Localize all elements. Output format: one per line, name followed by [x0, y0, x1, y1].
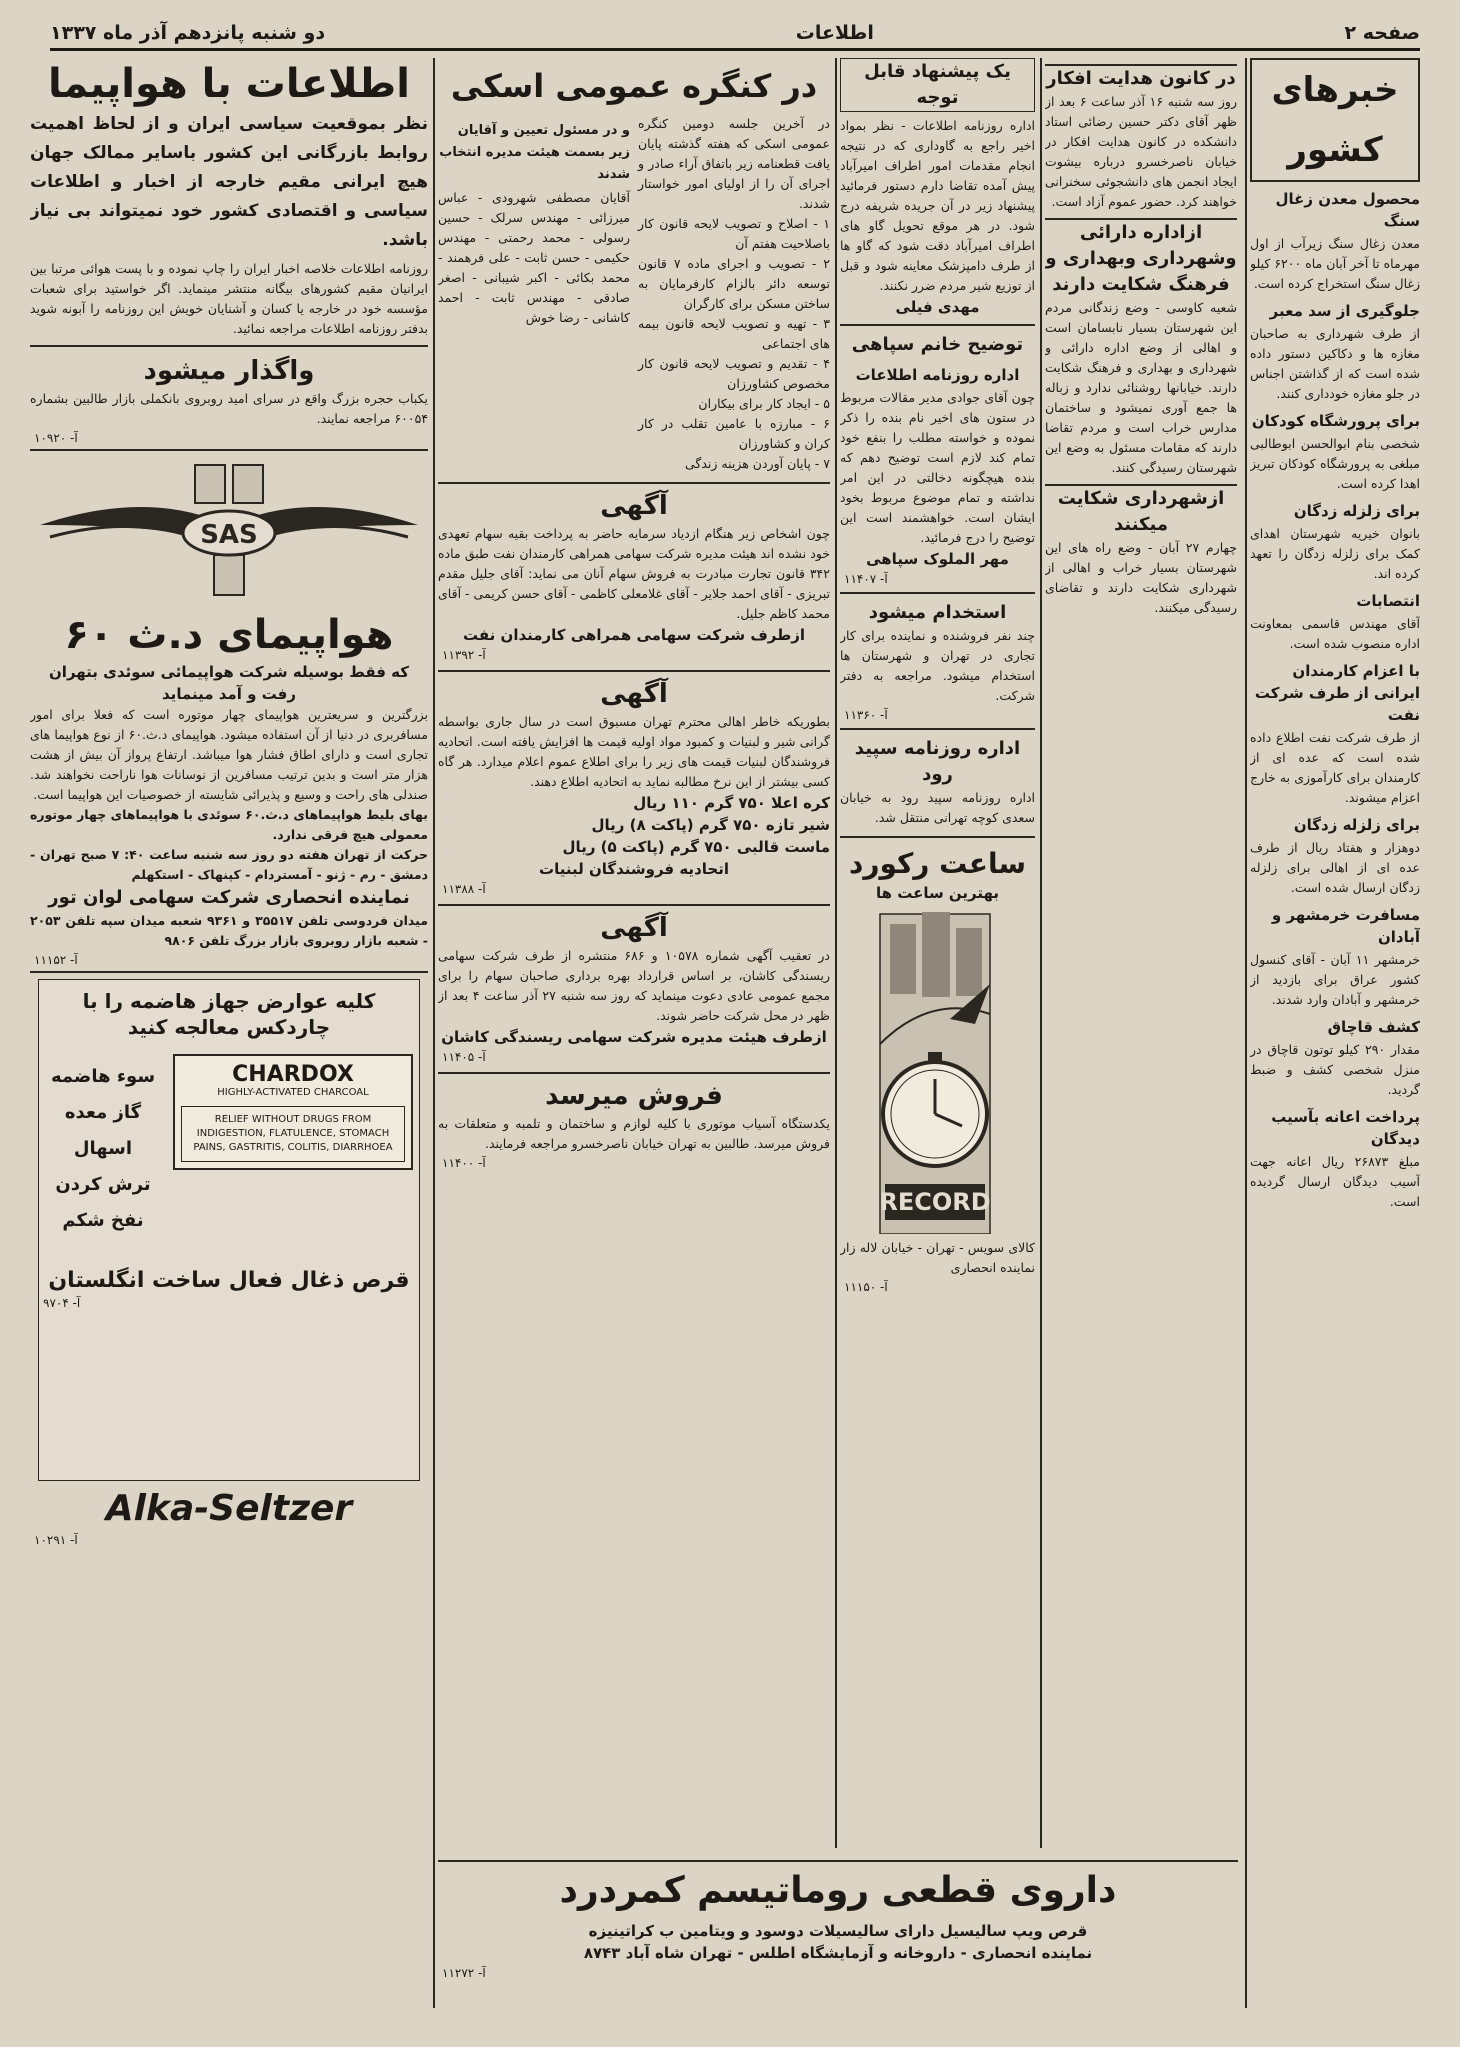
news-item-title: برای زلزله زدگان [1293, 502, 1420, 520]
rheumatism-ad [438, 1860, 1238, 2002]
c2-section-title: در کانون هدایت افکار [1045, 64, 1237, 92]
c4-ad-code: آ- ۱۱۳۹۲ [442, 648, 486, 662]
c4-ad-code: آ- ۱۱۳۸۸ [442, 882, 486, 896]
c2-section-body: روز سه شنبه ۱۶ آذر ساعت ۶ بعد از ظهر آقای دکتر حسین رضائی استاد دانشکده در کانون هدایت افکار در خیابان ناصرخسرو درباره بیشوت ایجاد انجمن های دانشجوئی سخنرانی خواهند کرد. حضور عموم آزاد است. [1045, 94, 1237, 209]
c4-ad-title: فروش میرسد [545, 1081, 723, 1111]
news-item-title: محصول معدن زغال سنگ [1275, 190, 1420, 230]
masthead [50, 18, 1420, 51]
column-rule [1040, 58, 1042, 1848]
ski-point: ۶ - مبارزه با عامین تقلب در کار کران و کشاورزان [638, 416, 830, 451]
rheumatism-title: داروی قطعی روماتیسم کمردرد [559, 1870, 1117, 1911]
rheumatism-line1: قرص ویپ سالیسیل دارای سالیسیلات دوسود و ویتامین ب کراتینیزه [588, 1922, 1088, 1940]
record-footer: کالای سویس - تهران - خیابان لاله زار نماینده انحصاری [840, 1240, 1035, 1275]
c4-ads [438, 482, 830, 1170]
chardox-code: آ- ۹۷۰۴ [43, 1296, 81, 1310]
chardox-box-sub: HIGHLY-ACTIVATED CHARCOAL [217, 1087, 369, 1098]
col-left-ads [30, 58, 428, 2008]
paper-name: اطلاعات [795, 22, 874, 44]
dc6-body2: بهای بلیط هواپیماهای د.ث.۶۰ سوئدی با هواپیماهای چهار موتوره معمولی هیچ فرقی ندارد. [30, 807, 428, 842]
ski-elected-list: آقایان مصطفی شهرودی - عباس میرزائی - مهندس سرلک - حسین رسولی - محمد رحمتی - مهندس حکیمی - حسن ثابت - علی فرهمند - محمد بکائی - اکبر شیبانی - اصغر صادقی - مهندس ثابت - احمد کاشانی - رضا خوش [438, 190, 630, 325]
news-item-title: انتصابات [1356, 592, 1420, 610]
c4-ad-sign: اتحادیه فروشندگان لبنیات [539, 860, 729, 878]
c4-ad [438, 1072, 830, 1170]
record-code: آ- ۱۱۱۵۰ [844, 1280, 888, 1294]
ski-point: ۲ - تصویب و اجرای ماده ۷ قانون توسعه دائر بالزام کارفرمایان به ساختن مسکن برای کارگران [638, 256, 830, 311]
chardox-indication: ترش کردن [55, 1174, 151, 1195]
c4-ad-code: آ- ۱۱۴۰۰ [442, 1156, 486, 1170]
c2-section-body: چهارم ۲۷ آبان - وضع راه های این شهرستان بسیار خراب و اهالی از شهرداری شکایت دارند و تقاضای رسیدگی میکنند. [1045, 540, 1237, 615]
clarification-sign: مهر الملوک سپاهی [866, 550, 1009, 568]
chardox-box-name: CHARDOX [232, 1062, 354, 1087]
ski-point: ۴ - تقدیم و تصویب لایحه قانون کار مخصوص کشاورزان [638, 356, 830, 391]
ski-point: ۵ - ایجاد کار برای بیکاران [698, 396, 830, 411]
clarification-code: آ- ۱۱۴۰۷ [844, 572, 888, 586]
record-watch-illustration [840, 904, 1035, 1234]
c4-ad-title: آگهی [600, 913, 668, 943]
news-item-title: پرداخت اعانه بآسیب دیدگان [1271, 1108, 1420, 1148]
dc6-address: میدان فردوسی تلفن ۳۵۵۱۷ و ۹۳۶۱ شعبه میدان سپه تلفن ۲۰۵۳ - شعبه بازار روبروی بازار بزرگ تلفن ۹۸۰۶ [30, 913, 428, 948]
record-watch-title: ساعت رکورد [848, 847, 1026, 880]
c2-section-title: ازشهرداری شکایت میکنند [1045, 484, 1237, 538]
chardox-indication: اسهال [73, 1138, 133, 1159]
ski-point: ۱ - اصلاح و تصویب لایحه قانون کار باصلاحیت هفتم آن [638, 216, 830, 251]
column-rule [1245, 58, 1247, 2008]
c4-ad [438, 670, 830, 896]
clarification-sub: اداره روزنامه اطلاعات [855, 366, 1020, 384]
clarification-title: توضیح خانم سپاهی [851, 334, 1024, 355]
hiring-body: چند نفر فروشنده و نماینده برای کار تجاری در تهران و شهرستان ها استخدام میشود. مراجعه به دفتر شرکت. [840, 628, 1035, 703]
c4-ad-body: در تعقیب آگهی شماره ۱۰۵۷۸ و ۶۸۶ منتشره از طرف شرکت سهامی ریسندگی کاشان، بر اساس قرارداد بهره برداری صاحبان سهام را برای مجمع عمومی عادی دعوت مینماید که روز سه شنبه ۲۷ آذر ساعت ۴ بعد از ظهر در محل شرکت حاضر شوند. [438, 948, 830, 1023]
news-item-body: معدن زغال سنگ زیرآب از اول مهرماه تا آخر آبان ماه ۶۲۰۰ کیلو زغال سنگ استخراج کرده است. [1250, 236, 1420, 291]
issue-date: دو شنبه پانزدهم آذر ماه ۱۳۳۷ [50, 22, 326, 44]
news-item-title: برای پرورشگاه کودکان [1251, 412, 1420, 430]
c4-ad-body: بطوریکه خاطر اهالی محترم تهران مسبوق است در سال جاری بواسطه گرانی شیر و لبنیات و کمبود مواد اولیه قیمت ها افزایش یافته است. اتحادیه فروشندگان لبنیات قیمت های زیر را برای اطلاع عموم اعلام میدارد. هر گاه کسی بیشتر از این نرخ مطالبه نماید به اتحادیه اطلاع دهند. [438, 714, 830, 789]
price-line: کره اعلا ۷۵۰ گرم ۱۱۰ ریال [633, 794, 830, 812]
ski-elected-title: و در مسئول تعیین و آقایان زیر بسمت هیئت مدیره انتخاب شدند [439, 123, 630, 182]
chardox-indications [39, 1048, 167, 1250]
alka-seltzer-logo: Alka-Seltzer [105, 1488, 353, 1529]
c4-ad [438, 904, 830, 1064]
country-news-header: خبرهای کشور [1250, 58, 1420, 182]
price-line: ماست قالبی ۷۵۰ گرم (پاکت ۵) ریال [562, 838, 830, 856]
chardox-ad [38, 979, 420, 1481]
c2-section-title: ازاداره دارائی وشهرداری وبهداری و فرهنگ شکایت دارند [1045, 218, 1237, 298]
c2-sections [1045, 64, 1237, 618]
news-item-body: خرمشهر ۱۱ آبان - آقای کنسول کشور عراق برای بازدید از خرمشهر و آبادان وارد شدند. [1250, 952, 1420, 1007]
proposal-body: اداره روزنامه اطلاعات - نظر بمواد اخیر راجع به گاوداری که در نتیجه انجام مقدمات امور اطراف امیرآباد پیش آمده تقاضا دارم دستور فرمائید پیشنهاد زیر در آن جریده شریفه درج شود. در هر موقع تحویل گاو های اطراف امیرآباد دقت شود که گاو ها از طرف دامپزشک معاینه شود و قبل از توزیع شیر مردم ضرر نکنند. [840, 118, 1035, 293]
c4-ad-body: چون اشخاص زیر هنگام ازدیاد سرمایه حاضر به پرداخت بقیه سهام تعهدی خود نشده اند هیئت مدیره شرکت سهامی همراهی کارمندان نفت طبق ماده ۳۴۲ قانون تجارت مبادرت به فروش سهام آنان می نماید: آقای جلیل مقدم تبریزی - آقای احمد جلایر - آقای غلامعلی کاظمی - آقای حسن کریمی - آقای محمد کاظم جلیل. [438, 526, 830, 621]
rheumatism-line2: نماینده انحصاری - داروخانه و آزمایشگاه اطلس - تهران شاه آباد ۸۷۴۳ [583, 1944, 1093, 1962]
lease-code: آ- ۱۰۹۲۰ [34, 431, 78, 445]
c4-ad-title: آگهی [600, 679, 668, 709]
chardox-box-label: RELIEF WITHOUT DRUGS FROM INDIGESTION, FLATULENCE, STOMACH PAINS, GASTRITIS, COLITIS, DIARRHOEA [181, 1106, 405, 1162]
news-item-body: شخصی بنام ابوالحسن ابوطالبی مبلغی به پرورشگاه کودکان تبریز اهدا کرده است. [1250, 436, 1420, 491]
col-fourth [438, 58, 830, 1848]
dc6-sub: که فقط بوسیله شرکت هواپیمائی سوئدی بتهران رفت و آمد مینماید [49, 663, 409, 703]
alka-code: آ- ۱۰۲۹۱ [34, 1533, 78, 1547]
proposal-title: یک پیشنهاد قابل توجه [840, 58, 1035, 112]
dc6-route: حرکت از تهران هفته دو روز سه شنبه ساعت ۴۰: ۷ صبح تهران - دمشق - رم - ژنو - آمستردام - کپنهاک - استکهلم [30, 847, 428, 882]
airmail-head: اطلاعات با هواپیما [48, 61, 410, 107]
lease-body: یکباب حجره بزرگ واقع در سرای امید روبروی بانکملی بازار طالبین بشماره ۶۰۰۵۴ مراجعه نمایند. [30, 391, 428, 426]
c4-ad-sign: ازطرف شرکت سهامی همراهی کارمندان نفت [462, 626, 806, 644]
c4-ad-sign: ازطرف هیئت مدیره شرکت سهامی ریسندگی کاشان [441, 1028, 827, 1046]
proposal-sign: مهدی فیلی [895, 298, 980, 316]
dc6-agent: نماینده انحصاری شرکت سهامی لوان تور [48, 887, 410, 908]
news-item-body: بانوان خیریه شهرستان اهدای کمک برای زلزله زدگان را تعهد کرده اند. [1250, 526, 1420, 581]
clarification-body: چون آقای جوادی مدیر مقالات مربوط در ستون های اخیر نام بنده را ذکر نموده و خواسته مطلب را بنفع خود تمام کند لازم است توضیح دهم که بنده هیچگونه دخالتی در این امر نداشته و تمام موضوع مربوط بخود ایشان است. خواهشمند است این توضیح را درج فرمائید. [840, 390, 1035, 545]
chardox-indication: نفخ شکم [62, 1210, 144, 1231]
news-item-title: با اعزام کارمندان ایرانی از طرف شرکت نفت [1254, 662, 1420, 724]
chardox-footer: قرص ذغال فعال ساخت انگلستان [48, 1268, 410, 1293]
c2-section-body: شعیه کاوسی - وضع زندگانی مردم این شهرستان بسیار نابسامان است و اهالی از وضع اداره دارائی و شهرداری و بهداری و فرهنگ شکایت دارند. خیابانها روشنائی ندارد و زباله ها جمع آوری نمیشود و ساختمان مدارس خراب است و مردم تقاضا دارند که مقامات مسئول به وضع این شهرستان رسیدگی کنند. [1045, 300, 1237, 475]
record-watch-sub: بهترین ساعت ها [875, 884, 1000, 902]
c4-ad-title: آگهی [600, 491, 668, 521]
airmail-body: نظر بموقعیت سیاسی ایران و از لحاظ اهمیت روابط بازرگانی این کشور باسایر ممالک جهان هیچ ایرانی مقیم خارجه از اخبار و اطلاعات سیاسی و اقتصادی کشور خود نمیتواند بی نیاز باشد. [30, 114, 428, 250]
chardox-headline: کلیه عوارض جهاز هاضمه را با چاردکس معالجه کنید [82, 989, 376, 1039]
dc6-code: آ- ۱۱۱۵۲ [34, 953, 78, 967]
record-logo: RECORD [879, 1188, 991, 1216]
ski-congress-intro: در آخرین جلسه دومین کنگره عمومی اسکی که هفته گذشته پایان یافت قطعنامه زیر باتفاق آراء صادر و اجرای آن را از اولیای امور خواستار شدند. [638, 116, 830, 211]
dc6-body: بزرگترین و سریعترین هواپیمای چهار موتوره است که فعلا برای امور مسافربری در دنیا از آن استفاده میشود. هواپیمای د.ث.۶۰ از نوع هواپیما های تجاری است و دارای اطاق فشار هوا میباشد. ارتفاع پرواز آن بیش از هشت هزار متر است و بدین ترتیب مسافرین از نوسانات هوا ناراحت نخواهند شد. صندلی های راحت و وسیع و پذیرائی شایسته از خصوصیات این هواپیما است. [30, 707, 428, 802]
news-item-body: دوهزار و هفتاد ریال از طرف عده ای از اهالی برای زلزله زدگان ارسال شده است. [1250, 840, 1420, 895]
dc6-head: هواپیمای د.ث ۶۰ [64, 612, 394, 658]
c4-ad-code: آ- ۱۱۴۰۵ [442, 1050, 486, 1064]
news-item-body: از طرف شهرداری به صاحبان مغازه ها و دکاکین دستور داده شده است که از گذاشتن اجناس در جلو مغازه خودداری کنند. [1250, 326, 1420, 401]
news-item-body: آقای مهندس قاسمی بمعاونت اداره منصوب شده است. [1250, 616, 1420, 651]
ski-congress-points [638, 214, 830, 474]
ski-congress-title: در کنگره عمومی اسکی [450, 67, 818, 105]
chardox-indication: سوء هاضمه [50, 1066, 156, 1087]
news-item-title: جلوگیری از سد معبر [1269, 302, 1420, 320]
rheumatism-code: آ- ۱۱۲۷۲ [442, 1966, 486, 1980]
airmail-body2: روزنامه اطلاعات خلاصه اخبار ایران را چاپ نموده و با پست هوائی مرتبا بین ایرانیان مقیم کشورهای بیگانه منتشر مینماید. اگر خواستید برای شعبات مؤسسه خود در خارجه یا کسان و آشنایان خویش این روزنامه را آبونه شوید بدفتر روزنامه اطلاعات مراجعه نمائید. [30, 261, 428, 336]
news-item-title: برای زلزله زدگان [1293, 816, 1420, 834]
chardox-indication: گاز معده [64, 1102, 142, 1123]
col-second [1045, 58, 1237, 1848]
c4-ad-body: یکدستگاه آسیاب موتوری با کلیه لوازم و ساختمان و تلمبه و متعلقات به فروش میرسد. طالبین به تهران خیابان ناصرخسرو مراجعه فرمایند. [438, 1116, 830, 1151]
column-rule [835, 58, 837, 1848]
ski-point: ۷ - پایان آوردن هزینه زندگی [684, 456, 830, 471]
sas-winged-logo [30, 455, 428, 605]
col-country-news [1250, 58, 1420, 2008]
news-item-body: از طرف شرکت نفت اطلاع داده شده است که عده ای از کارمندان برای کارآموزی به خارج اعزام میشوند. [1250, 730, 1420, 805]
news-item-body: مبلغ ۲۶۸۷۳ ریال اعانه جهت آسیب دیدگان ارسال گردیده است. [1250, 1154, 1420, 1209]
hiring-title: استخدام میشود [868, 602, 1007, 623]
news-item-body: مقدار ۲۹۰ کیلو توتون قاچاق در منزل شخصی کشف و ضبط گردید. [1250, 1042, 1420, 1097]
news-item-title: مسافرت خرمشهر و آبادان [1271, 906, 1420, 946]
price-line: شیر تازه ۷۵۰ گرم (پاکت ۸) ریال [591, 816, 830, 834]
ski-congress-body [438, 114, 830, 474]
col-third [840, 58, 1035, 1848]
sas-logo-text: SAS [200, 520, 258, 550]
news-item-title: کشف قاچاق [1327, 1018, 1420, 1036]
sepidrud-body: اداره روزنامه سپید رود به خیابان سعدی کوچه تهرانی منتقل شد. [840, 790, 1035, 825]
country-news-list [1250, 188, 1420, 1212]
ski-point: ۳ - تهیه و تصویب لایحه قانون بیمه های اجتماعی [638, 316, 830, 351]
sepidrud-title: اداره روزنامه سپید رود [854, 738, 1021, 785]
page-number: صفحه ۲ [1344, 22, 1420, 44]
column-rule [433, 58, 435, 2008]
hiring-code: آ- ۱۱۳۶۰ [844, 708, 888, 722]
lease-head: واگذار میشود [143, 356, 315, 386]
c4-ad [438, 482, 830, 662]
